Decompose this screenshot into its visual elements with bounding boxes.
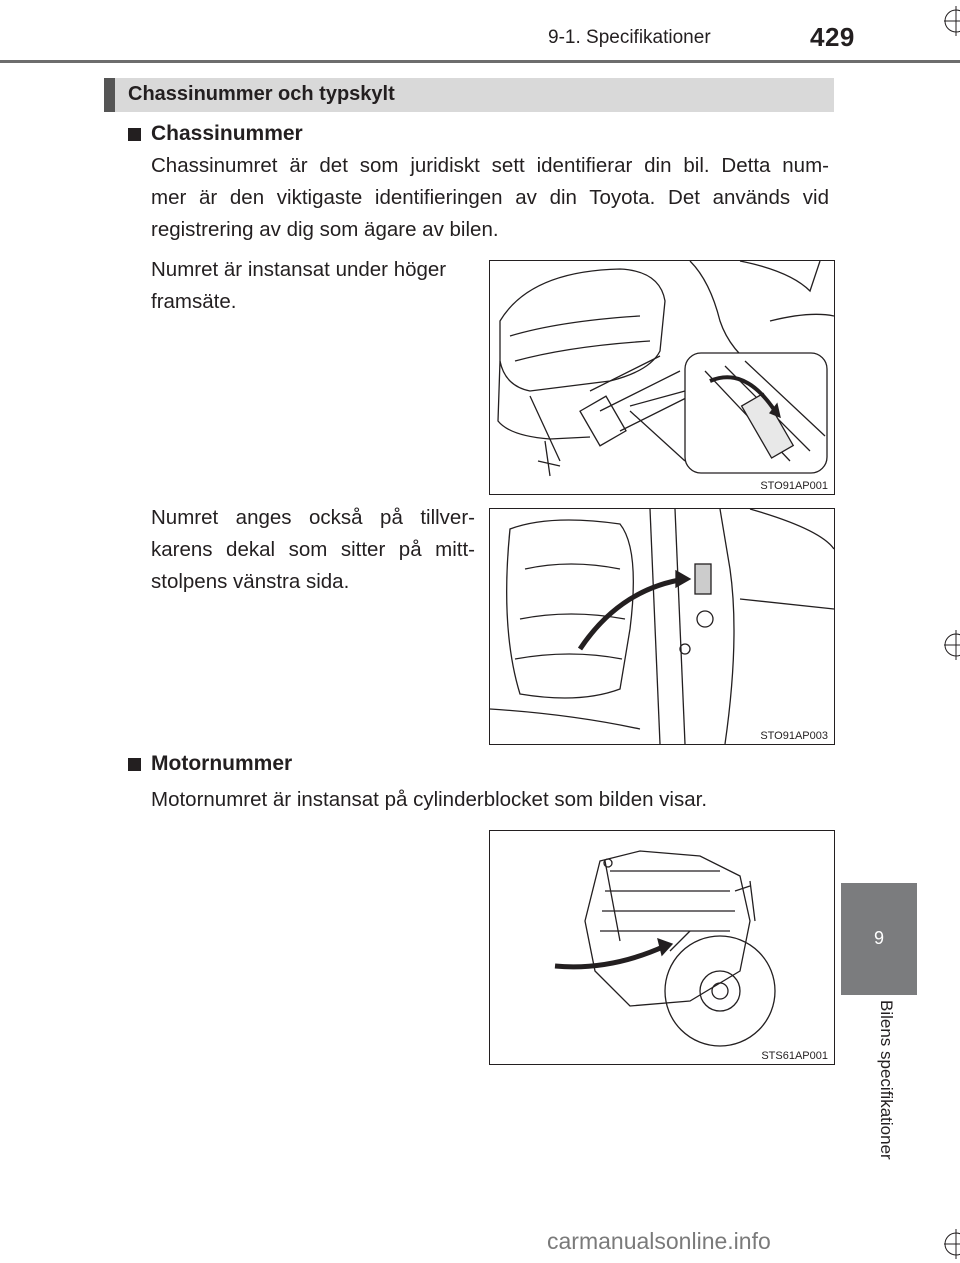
chassis-intro <box>151 150 829 246</box>
page-number: 429 <box>810 22 855 52</box>
header-section-title: 9-1. Specifikationer <box>548 27 711 48</box>
chassis-intro-line-2: mer är den viktigaste identifieringen av din Toyota. Det används vid <box>151 186 829 209</box>
figure-pillar-label <box>489 508 835 745</box>
engine-illustration <box>490 831 834 1064</box>
bullet-square <box>128 128 141 141</box>
watermark: carmanualsonline.info <box>547 1228 771 1254</box>
chassis-location-1 <box>151 254 475 318</box>
location1-line-2: framsäte. <box>151 290 237 313</box>
engine-text: Motornumret är instansat på cylinderblocket som bilden visar. <box>151 788 708 811</box>
location2-line-3: stolpens vänstra sida. <box>151 570 350 593</box>
figure-code: STO91AP003 <box>760 730 828 742</box>
figure-seat-chassis-number <box>489 260 835 495</box>
chapter-number: 9 <box>873 928 884 948</box>
section-header-bar <box>104 78 115 112</box>
figure-engine-number <box>489 830 835 1065</box>
header-divider <box>0 60 960 63</box>
figure-code: STO91AP001 <box>760 480 828 492</box>
bullet-square <box>128 758 141 771</box>
figure-code: STS61AP001 <box>761 1050 828 1062</box>
seat-illustration <box>490 261 834 494</box>
location2-line-1: Numret anges också på tillver- <box>151 506 475 529</box>
location1-line-1: Numret är instansat under höger <box>151 258 447 281</box>
chapter-label <box>862 1000 896 1185</box>
section-header <box>104 78 834 112</box>
location2-line-2: karens dekal som sitter på mitt- <box>151 538 475 561</box>
pillar-illustration <box>490 509 834 744</box>
chassis-intro-line-1: Chassinumret är det som juridiskt sett identifierar din bil. Detta num- <box>151 154 829 177</box>
chassis-location-2 <box>151 502 475 598</box>
chassis-intro-line-3: registrering av dig som ägare av bilen. <box>151 218 499 241</box>
chassis-heading: Chassinummer <box>151 122 303 145</box>
engine-heading: Motornummer <box>151 752 293 775</box>
section-title: Chassinummer och typskylt <box>128 83 395 105</box>
chapter-label-text: Bilens specifikationer <box>877 1000 896 1160</box>
